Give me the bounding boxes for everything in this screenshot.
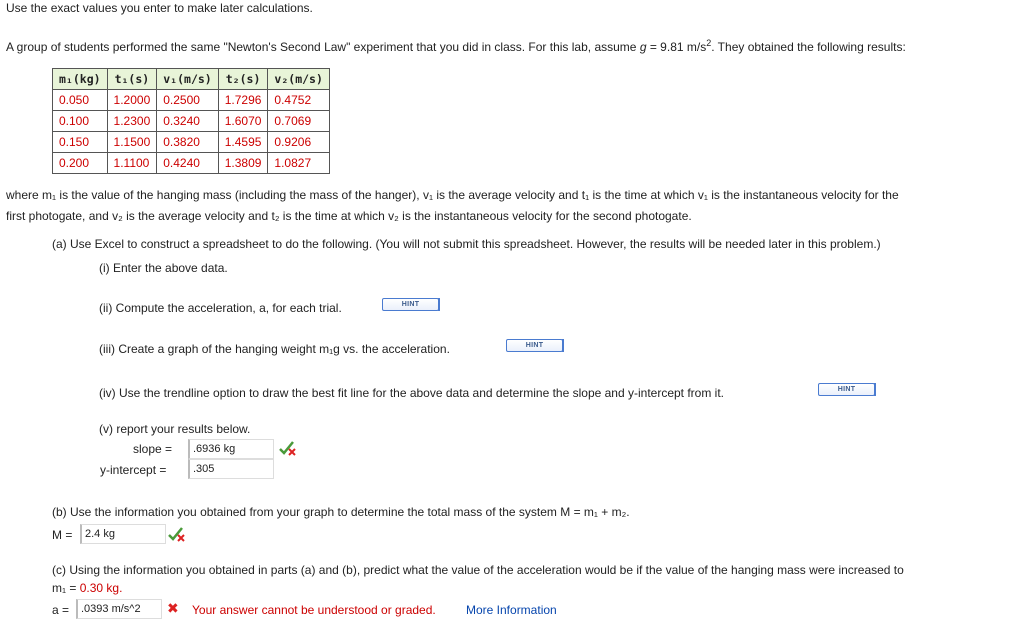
- part-a-iv-text: (iv) Use the trendline option to draw the best fit line for the above data and determine the slope and y-intercept from it.: [99, 386, 725, 400]
- table-header: t₂(s): [218, 69, 268, 90]
- intro-text: Use the exact values you enter to make later calculations.: [6, 1, 313, 15]
- slope-label: slope =: [133, 442, 173, 456]
- hint-button[interactable]: HINT: [382, 298, 439, 311]
- incorrect-x-icon: ✖: [167, 600, 179, 616]
- table-cell: 1.6070: [218, 111, 268, 132]
- table-cell: 1.2000: [107, 90, 157, 111]
- table-cell: 0.200: [53, 153, 108, 174]
- more-information-link[interactable]: More Information: [466, 603, 557, 617]
- y-intercept-input[interactable]: .305: [188, 459, 274, 479]
- part-a-v-text: (v) report your results below.: [99, 422, 251, 436]
- table-cell: 0.3820: [157, 132, 218, 153]
- part-b-text: (b) Use the information you obtained from your graph to determine the total mass of the system M = m₁ + m₂.: [52, 505, 630, 519]
- table-row: [53, 90, 330, 111]
- partial-check-icon: [168, 527, 186, 543]
- hint-button[interactable]: HINT: [506, 339, 563, 352]
- table-cell: 0.4240: [157, 153, 218, 174]
- table-cell: 0.3240: [157, 111, 218, 132]
- table-header: t₁(s): [107, 69, 157, 90]
- mass-label: M =: [52, 528, 73, 542]
- part-a-iii-text: (iii) Create a graph of the hanging weight m₁g vs. the acceleration.: [99, 342, 450, 356]
- table-row: [53, 153, 330, 174]
- table-cell: 0.4752: [268, 90, 329, 111]
- hint-button[interactable]: HINT: [818, 383, 875, 396]
- y-intercept-label: y-intercept =: [100, 463, 167, 477]
- table-cell: 0.100: [53, 111, 108, 132]
- table-row: [53, 111, 330, 132]
- total-mass-input[interactable]: 2.4 kg: [80, 524, 166, 544]
- hanging-mass-statement: m₁ = 0.30 kg.: [52, 581, 123, 595]
- table-cell: 0.150: [53, 132, 108, 153]
- table-cell: 1.3809: [218, 153, 268, 174]
- partial-check-icon: [279, 441, 297, 457]
- part-a-ii-text: (ii) Compute the acceleration, a, for each trial.: [99, 301, 342, 315]
- acceleration-input[interactable]: .0393 m/s^2: [76, 599, 162, 619]
- table-cell: 1.1100: [107, 153, 157, 174]
- table-header: m₁(kg): [53, 69, 108, 90]
- problem-statement: A group of students performed the same "Newton's Second Law" experiment that you did in class. For this lab, assume g = 9.81 $m/s^2$. They obtained the following results:: [6, 38, 906, 54]
- acceleration-label: a =: [52, 603, 70, 617]
- table-row: [53, 132, 330, 153]
- error-message: Your answer cannot be understood or graded.: [192, 603, 436, 617]
- table-cell: 0.9206: [268, 132, 329, 153]
- table-cell: 1.2300: [107, 111, 157, 132]
- part-c-text: (c) Using the information you obtained in parts (a) and (b), predict what the value of the acceleration would be if the value of the hanging mass were increased to: [52, 563, 904, 577]
- table-cell: 1.0827: [268, 153, 329, 174]
- table-cell: 1.7296: [218, 90, 268, 111]
- table-header: v₂(m/s): [268, 69, 329, 90]
- variable-description-line1: where m₁ is the value of the hanging mass (including the mass of the hanger), v₁ is the average velocity and t₁ is the time at which v₁ is the instantaneous velocity for the: [6, 188, 899, 202]
- table-cell: 1.1500: [107, 132, 157, 153]
- table-header: v₁(m/s): [157, 69, 218, 90]
- table-cell: 0.7069: [268, 111, 329, 132]
- table-cell: 0.2500: [157, 90, 218, 111]
- part-a-text: (a) Use Excel to construct a spreadsheet to do the following. (You will not submit this spreadsheet. However, the results will be needed later in this problem.): [52, 237, 881, 251]
- part-a-i-text: (i) Enter the above data.: [99, 261, 228, 275]
- table-cell: 0.050: [53, 90, 108, 111]
- table-cell: 1.4595: [218, 132, 268, 153]
- results-table: [52, 68, 330, 174]
- slope-input[interactable]: .6936 kg: [188, 439, 274, 459]
- variable-description-line2: first photogate, and v₂ is the average velocity and t₂ is the time at which v₂ is the instantaneous velocity for the second photogate.: [6, 209, 692, 223]
- table-header-row: [53, 69, 330, 90]
